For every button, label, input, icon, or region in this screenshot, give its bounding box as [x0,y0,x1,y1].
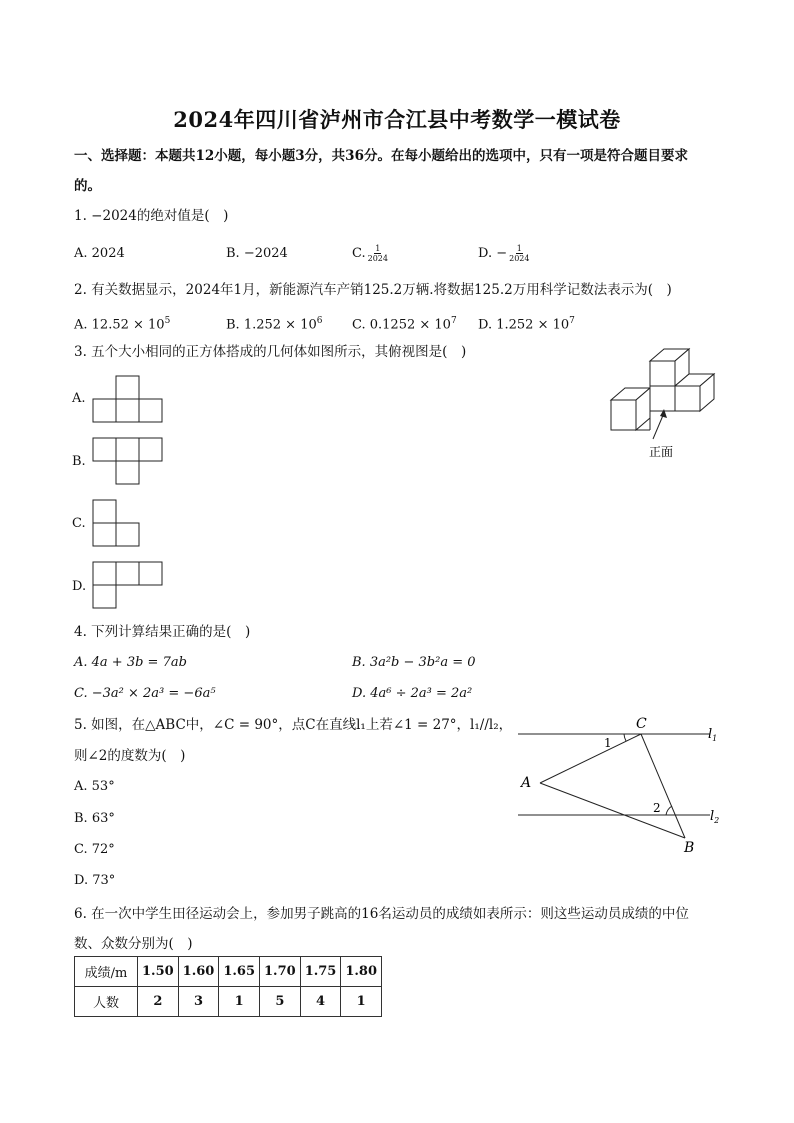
score-cell: 1.50 [138,957,179,987]
q4-stem: 4. 下列计算结果正确的是( ) [74,624,251,640]
q5-stem-line2: 则∠2的度数为( ) [74,748,186,764]
q3-cube-figure [605,343,725,465]
count-cell: 5 [260,987,301,1017]
q5-option-c: C. 72° [74,842,115,857]
q3-stem: 3. 五个大小相同的正方体搭成的几何体如图所示，其俯视图是( ) [74,344,467,360]
q2-option-d: D. $1.252 \times 10^7$ [478,316,575,333]
svg-text:1: 1 [604,736,612,750]
q2-option-b: B. $1.252 \times 10^6$ [226,316,323,333]
q1-option-b: B. −2024 [226,246,288,261]
row-label-count: 人数 [75,987,138,1017]
q4-option-b: B. 3a²b − 3b²a = 0 [352,655,476,670]
q1-option-d: D. − $\frac{1}{2024}$ [478,244,530,263]
front-label: 正面 [649,445,674,459]
q5-option-a: A. 53° [74,779,115,794]
svg-text:l1: $l_1$ [708,727,718,743]
q1-option-a: A. 2024 [74,246,125,261]
q3-option-b-grid [92,437,166,487]
score-cell: 1.75 [300,957,341,987]
q5-triangle-figure [512,712,732,858]
svg-text:B: B [684,840,695,856]
q3-option-d-grid [92,561,166,611]
count-cell: 1 [219,987,260,1017]
q1-option-c: C. $\frac{1}{2024}$ [352,244,388,263]
q3-option-a-grid [92,375,166,425]
score-cell: 1.65 [219,957,260,987]
q3-option-c: C. [72,516,86,531]
score-cell: 1.70 [260,957,301,987]
q3-option-d: D. [72,579,87,594]
table-row [75,987,382,1017]
q5-option-d: D. 73° [74,873,116,888]
q6-stem-line2: 数、众数分别为( ) [74,936,193,952]
section-heading-line1: 一、选择题：本题共12小题，每小题3分，共36分。在每小题给出的选项中，只有一项是符合题目要求 [74,148,688,164]
q4-option-d: D. 4a⁶ ÷ 2a³ = 2a² [352,686,473,701]
q3-option-a: A. [72,391,86,406]
score-cell: 1.60 [178,957,219,987]
svg-text:l2: $l_2$ [710,809,720,825]
q5-stem-line1: 5. 如图，在△ABC中，∠C = 90°，点C在直线l₁上若∠1 = 27°，l₁//l₂， [74,717,513,733]
q4-option-a: A. 4a + 3b = 7ab [74,655,187,670]
count-cell: 1 [341,987,382,1017]
q2-option-a: A. $12.52 \times 10^5$ [74,316,171,333]
q6-scores-table [74,956,382,1017]
q3-option-b: B. [72,454,86,469]
svg-text:2: 2 [653,801,661,815]
row-label-score: 成绩/m [75,957,138,987]
q2-option-c: C. $0.1252 \times 10^7$ [352,316,457,333]
count-cell: 4 [300,987,341,1017]
score-cell: 1.80 [341,957,382,987]
svg-text:C: C [636,716,647,732]
q3-option-c-grid [92,499,144,549]
count-cell: 2 [138,987,179,1017]
q6-stem-line1: 6. 在一次中学生田径运动会上，参加男子跳高的16名运动员的成绩如表所示：则这些运动员成绩的中位 [74,906,689,922]
count-cell: 3 [178,987,219,1017]
page-title: 2024年四川省泸州市合江县中考数学一模试卷 [173,107,621,132]
section-heading-line2: 的。 [74,178,101,194]
table-row [75,957,382,987]
q5-option-b: B. 63° [74,811,115,826]
q4-option-c: C. −3a² × 2a³ = −6a⁵ [74,686,216,701]
svg-text:A: A [521,775,532,791]
q2-stem: 2. 有关数据显示，2024年1月，新能源汽车产销125.2万辆.将数据125.2万用科学记数法表示为( ) [74,282,672,298]
q1-stem: 1. −2024的绝对值是( ) [74,208,229,224]
